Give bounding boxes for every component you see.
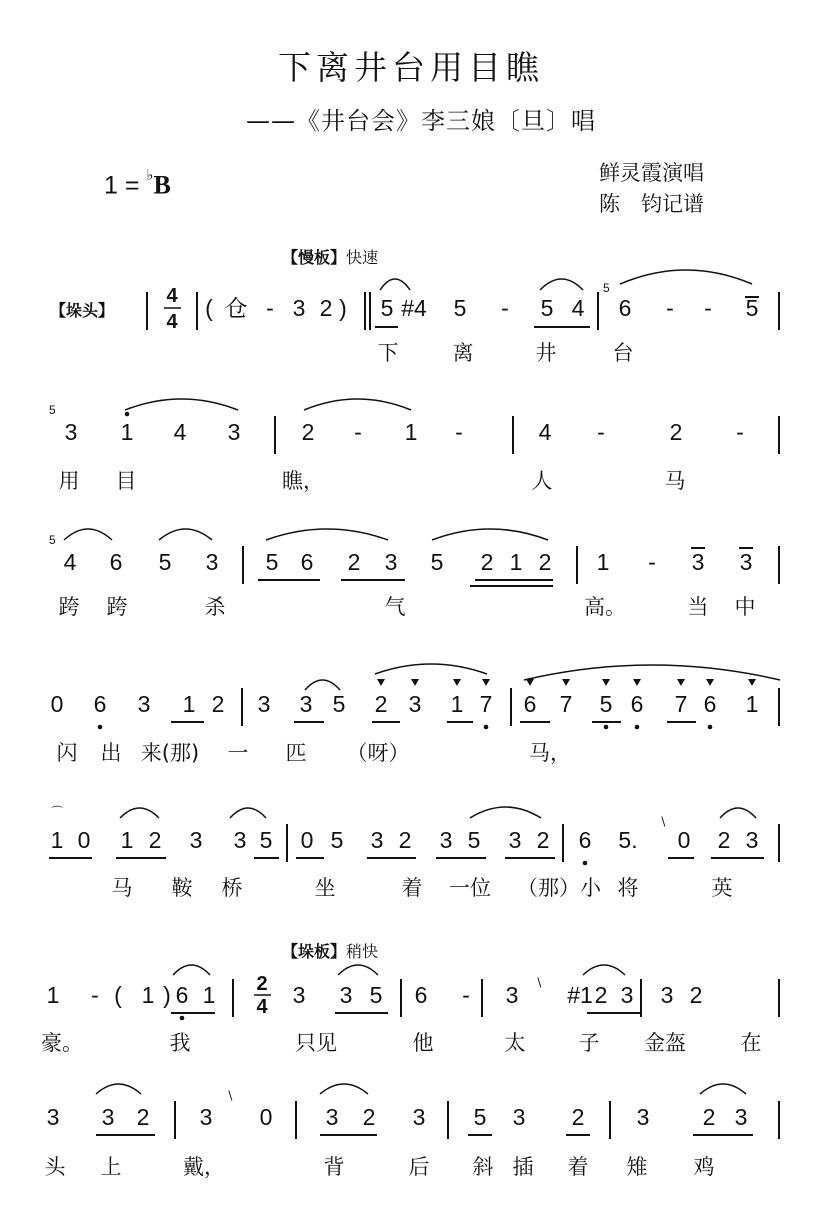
note: 3 bbox=[101, 1104, 115, 1130]
note: 3 bbox=[339, 982, 353, 1008]
note: 2 bbox=[319, 295, 333, 321]
note: 1 bbox=[509, 549, 523, 575]
note: 5 bbox=[473, 1104, 487, 1130]
note: - bbox=[736, 419, 744, 445]
note: 5 bbox=[380, 295, 394, 321]
note: 1 bbox=[50, 827, 64, 853]
slur bbox=[96, 1084, 141, 1094]
note: 3 bbox=[292, 982, 306, 1008]
note: 1 bbox=[120, 827, 134, 853]
octave-dot bbox=[635, 725, 640, 730]
slur bbox=[583, 965, 625, 975]
tempo-text: 快速 bbox=[346, 248, 379, 267]
note: 2 bbox=[536, 827, 550, 853]
slur bbox=[540, 279, 583, 290]
note: 3 bbox=[384, 549, 398, 575]
slur bbox=[375, 664, 487, 674]
note: 3 bbox=[439, 827, 453, 853]
slur bbox=[173, 965, 210, 975]
note: 6 bbox=[578, 827, 592, 853]
octave-dot bbox=[98, 725, 103, 730]
note: 3 bbox=[412, 1104, 426, 1130]
note: 3 bbox=[64, 419, 78, 445]
slur bbox=[120, 808, 159, 818]
octave-dot bbox=[180, 1016, 185, 1021]
lyric: 井 bbox=[535, 341, 557, 365]
grace-mark: ⌒ bbox=[51, 805, 64, 819]
note: - bbox=[666, 295, 674, 321]
accent-mark bbox=[482, 679, 490, 686]
note: 3 bbox=[199, 1104, 213, 1130]
note: 0 bbox=[77, 827, 91, 853]
note: 5 bbox=[467, 827, 481, 853]
lyric: 一 bbox=[227, 741, 249, 765]
note: 3 bbox=[233, 827, 247, 853]
lyric: 戴， bbox=[183, 1155, 225, 1179]
note: - bbox=[462, 982, 470, 1008]
lyric: 头 bbox=[44, 1155, 66, 1179]
lyric: 插 bbox=[512, 1155, 534, 1179]
tempo-text: 稍快 bbox=[346, 942, 379, 961]
accent-mark bbox=[411, 679, 419, 686]
slur bbox=[125, 399, 238, 410]
note: 5 bbox=[330, 827, 344, 853]
note: 2 bbox=[594, 982, 608, 1008]
grace-note: 5 bbox=[603, 281, 610, 295]
note: - bbox=[648, 549, 656, 575]
lyric: （那）小 bbox=[517, 876, 601, 900]
lyric: 气 bbox=[384, 595, 406, 619]
lyric: 马 bbox=[111, 876, 133, 900]
song-subtitle: ——《井台会》李三娘〔旦〕唱 bbox=[246, 107, 596, 135]
note: 5 bbox=[158, 549, 172, 575]
note: 5 bbox=[259, 827, 273, 853]
note: 7 bbox=[674, 691, 688, 717]
lyric: 他 bbox=[412, 1031, 434, 1055]
key-prefix: 1 = bbox=[104, 171, 140, 200]
note: ( bbox=[205, 295, 213, 321]
note: 3 bbox=[636, 1104, 650, 1130]
note: 4 bbox=[571, 295, 585, 321]
lyric: 跨 bbox=[58, 595, 80, 619]
note: 3 bbox=[691, 549, 705, 575]
time-signature-top: 4 bbox=[166, 285, 178, 307]
note: 3 bbox=[137, 691, 151, 717]
tempo-bracket: 【慢板】 bbox=[282, 248, 347, 267]
note: - bbox=[354, 419, 362, 445]
credit-transcriber: 陈 钧记谱 bbox=[599, 192, 704, 216]
note: 5 bbox=[540, 295, 554, 321]
note: 1 bbox=[450, 691, 464, 717]
note: 2 bbox=[301, 419, 315, 445]
note: 3 bbox=[734, 1104, 748, 1130]
lyric: 下 bbox=[377, 341, 399, 365]
lyric: 鸡 bbox=[693, 1155, 715, 1179]
lyric: 一位 bbox=[449, 876, 491, 900]
note: 3 bbox=[325, 1104, 339, 1130]
note: 0 bbox=[50, 691, 64, 717]
lyric: 坐 bbox=[314, 876, 336, 900]
note: 6 bbox=[300, 549, 314, 575]
note: 7 bbox=[559, 691, 573, 717]
accent-mark bbox=[633, 679, 641, 686]
octave-dot bbox=[583, 861, 588, 866]
grace-note: 5 bbox=[49, 533, 56, 547]
note: 6 bbox=[109, 549, 123, 575]
note: 2 bbox=[538, 549, 552, 575]
note: #1 bbox=[567, 982, 593, 1008]
note: 6 bbox=[630, 691, 644, 717]
note: 1 bbox=[120, 419, 134, 445]
note: 1 bbox=[404, 419, 418, 445]
slur bbox=[432, 529, 548, 540]
note: - bbox=[266, 295, 274, 321]
accent-mark bbox=[677, 679, 685, 686]
note: 3 bbox=[620, 982, 634, 1008]
octave-dot bbox=[484, 725, 489, 730]
note: 1 bbox=[745, 691, 759, 717]
song-title: 下离井台用目瞧 bbox=[278, 48, 544, 87]
note: 5 bbox=[430, 549, 444, 575]
lyric: 将 bbox=[617, 876, 639, 900]
key-note: B bbox=[153, 170, 171, 200]
lyric: 背 bbox=[323, 1155, 345, 1179]
note: 2 bbox=[702, 1104, 716, 1130]
note: 6 bbox=[703, 691, 717, 717]
lyric: 出 bbox=[100, 741, 122, 765]
slur bbox=[304, 399, 411, 410]
lyric: 着 bbox=[401, 876, 423, 900]
lyric: 桥 bbox=[221, 876, 243, 900]
slur bbox=[64, 529, 112, 540]
breath-mark: ∖ bbox=[226, 1089, 234, 1103]
slur bbox=[338, 965, 378, 975]
key-flat: ♭ bbox=[146, 167, 154, 184]
octave-dot bbox=[708, 725, 713, 730]
note: 1 bbox=[46, 982, 60, 1008]
note: 1 bbox=[202, 982, 216, 1008]
credit-singer: 鲜灵霞演唱 bbox=[599, 161, 704, 185]
tempo-bracket: 【垛板】 bbox=[282, 942, 347, 961]
note: 0 bbox=[677, 827, 691, 853]
lyric: 鞍 bbox=[171, 876, 193, 900]
lyric: 雉 bbox=[626, 1155, 648, 1179]
note: 3 bbox=[660, 982, 674, 1008]
lyric: 上 bbox=[100, 1155, 122, 1179]
note: 4 bbox=[63, 549, 77, 575]
note: 2 bbox=[689, 982, 703, 1008]
note: 2 bbox=[571, 1104, 585, 1130]
lyric: 瞧， bbox=[282, 469, 324, 493]
note: 5. bbox=[618, 827, 638, 853]
lyric: 马， bbox=[529, 741, 571, 765]
note: ) bbox=[163, 982, 171, 1008]
note: 2 bbox=[717, 827, 731, 853]
note: - bbox=[597, 419, 605, 445]
slur bbox=[380, 279, 410, 290]
lyric: 高。 bbox=[584, 595, 626, 619]
note: 3 bbox=[46, 1104, 60, 1130]
lyric: 后 bbox=[408, 1155, 430, 1179]
grace-note: 5 bbox=[49, 403, 56, 417]
lyric: 人 bbox=[531, 469, 553, 493]
note: 1 bbox=[182, 691, 196, 717]
lyric: 杀 bbox=[204, 595, 226, 619]
slur bbox=[159, 529, 212, 540]
lyric: 只见 bbox=[295, 1031, 337, 1055]
lyric: 离 bbox=[452, 341, 474, 365]
note: 1 bbox=[596, 549, 610, 575]
note: 2 bbox=[480, 549, 494, 575]
lyric: 我 bbox=[169, 1031, 191, 1055]
intro-label: 【垛头】 bbox=[50, 301, 115, 320]
slur bbox=[305, 680, 340, 690]
slur bbox=[470, 807, 541, 818]
lyric: 马 bbox=[664, 469, 686, 493]
lyric: 斜 bbox=[472, 1155, 494, 1179]
note: 2 bbox=[362, 1104, 376, 1130]
time-signature-bottom: 4 bbox=[166, 311, 178, 333]
slur bbox=[620, 270, 752, 284]
note: 7 bbox=[479, 691, 493, 717]
time-signature-bottom: 4 bbox=[256, 996, 268, 1018]
note: 2 bbox=[347, 549, 361, 575]
note: 0 bbox=[259, 1104, 273, 1130]
note: 1 bbox=[141, 982, 155, 1008]
note: 3 bbox=[739, 549, 753, 575]
note: 5 bbox=[599, 691, 613, 717]
note: 3 bbox=[505, 982, 519, 1008]
lyric: 台 bbox=[612, 341, 634, 365]
note: 6 bbox=[523, 691, 537, 717]
note: 2 bbox=[211, 691, 225, 717]
slur bbox=[720, 808, 756, 818]
note: 4 bbox=[173, 419, 187, 445]
note: - bbox=[501, 295, 509, 321]
breath-mark: ∖ bbox=[535, 976, 543, 990]
slur bbox=[230, 808, 266, 818]
note: #4 bbox=[401, 295, 427, 321]
note: 3 bbox=[745, 827, 759, 853]
note: 2 bbox=[398, 827, 412, 853]
lyric: 在 bbox=[740, 1031, 762, 1055]
note: 2 bbox=[148, 827, 162, 853]
slur bbox=[700, 1084, 746, 1094]
note: ( bbox=[114, 982, 122, 1008]
note: 仓 bbox=[224, 295, 248, 321]
note: 6 bbox=[93, 691, 107, 717]
accent-mark bbox=[748, 679, 756, 686]
note: 5 bbox=[745, 295, 759, 321]
lyric: 着 bbox=[567, 1155, 589, 1179]
note: 5 bbox=[453, 295, 467, 321]
accent-mark bbox=[453, 679, 461, 686]
octave-dot bbox=[604, 725, 609, 730]
note: 0 bbox=[300, 827, 314, 853]
accent-mark bbox=[562, 679, 570, 686]
lyric: 匹 bbox=[285, 741, 307, 765]
lyric: 目 bbox=[115, 469, 137, 493]
note: 3 bbox=[205, 549, 219, 575]
note: 3 bbox=[189, 827, 203, 853]
lyric: （呀） bbox=[346, 741, 410, 765]
note: 4 bbox=[538, 419, 552, 445]
note: 5 bbox=[369, 982, 383, 1008]
lyric: 来(那) bbox=[140, 741, 200, 765]
note: 2 bbox=[136, 1104, 150, 1130]
slur bbox=[266, 529, 388, 540]
note: 5 bbox=[332, 691, 346, 717]
lyric: 豪。 bbox=[41, 1031, 83, 1055]
note: 3 bbox=[508, 827, 522, 853]
note: - bbox=[704, 295, 712, 321]
note: 6 bbox=[175, 982, 189, 1008]
lyric: 子 bbox=[578, 1031, 600, 1055]
accent-mark bbox=[526, 679, 534, 686]
accent-mark bbox=[377, 679, 385, 686]
lyric: 英 bbox=[711, 876, 733, 900]
note: 6 bbox=[414, 982, 428, 1008]
note: 6 bbox=[618, 295, 632, 321]
lyric: 跨 bbox=[106, 595, 128, 619]
note: 2 bbox=[669, 419, 683, 445]
note: 5 bbox=[265, 549, 279, 575]
note: 3 bbox=[292, 295, 306, 321]
lyric: 金盔 bbox=[644, 1031, 686, 1055]
note: 3 bbox=[408, 691, 422, 717]
octave-dot bbox=[125, 412, 130, 417]
slur bbox=[524, 665, 780, 680]
note: - bbox=[91, 982, 99, 1008]
note: ) bbox=[339, 295, 347, 321]
note: 3 bbox=[299, 691, 313, 717]
note: 3 bbox=[512, 1104, 526, 1130]
time-signature-top: 2 bbox=[256, 973, 268, 995]
lyric: 中 bbox=[734, 595, 756, 619]
accent-mark bbox=[706, 679, 714, 686]
note: 3 bbox=[227, 419, 241, 445]
lyric: 太 bbox=[504, 1031, 526, 1055]
note: 3 bbox=[257, 691, 271, 717]
breath-mark: ∖ bbox=[659, 815, 667, 829]
lyric: 当 bbox=[687, 595, 709, 619]
note: 2 bbox=[374, 691, 388, 717]
note: 3 bbox=[370, 827, 384, 853]
accent-mark bbox=[602, 679, 610, 686]
lyric: 用 bbox=[58, 469, 80, 493]
lyric: 闪 bbox=[56, 741, 78, 765]
note: - bbox=[455, 419, 463, 445]
slur bbox=[320, 1084, 368, 1094]
